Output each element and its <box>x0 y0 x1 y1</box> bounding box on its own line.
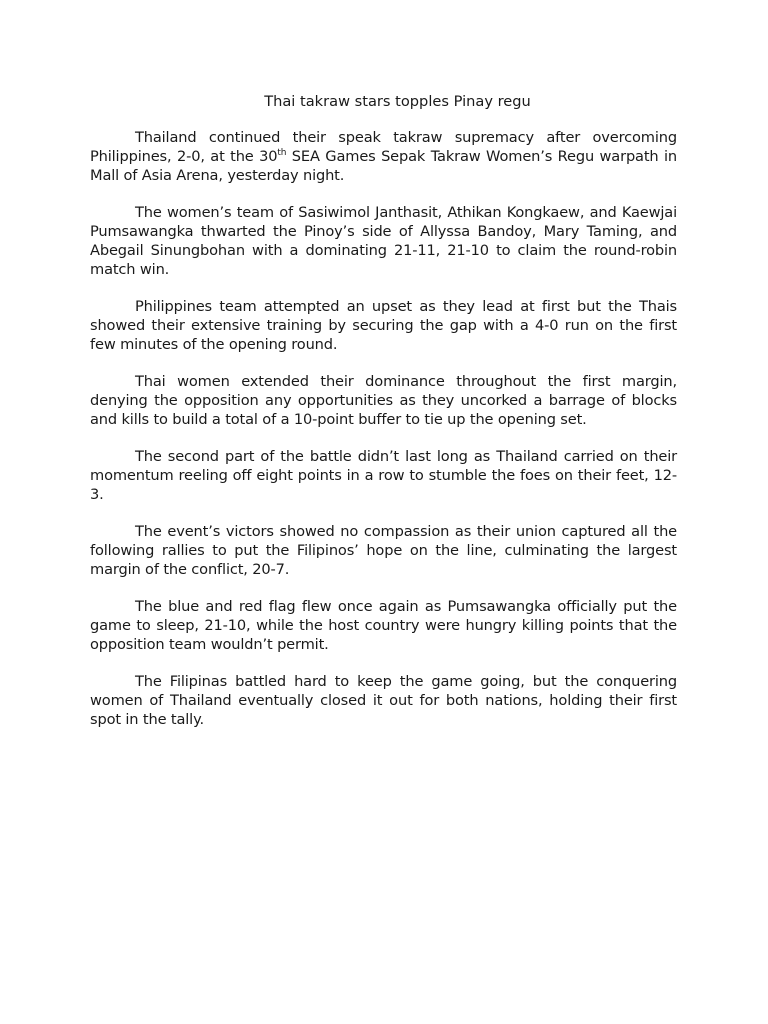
paragraph-1-text-before: Thailand continued their speak takraw supremacy after overcoming Philippines, 2-0, at the 30 <box>90 129 677 165</box>
article-title: Thai takraw stars topples Pinay regu <box>264 93 531 110</box>
paragraph-2: The women’s team of Sasiwimol Janthasit, Athikan Kongkaew, and Kaewjai Pumsawangka thwarted the Pinoy’s side of Allyssa Bandoy, Mary Taming, and Abegail Sinungbohan with a dominating 21-11, 21-10 to claim the round-robin match win. <box>90 204 677 278</box>
paragraph-5: The second part of the battle didn’t last long as Thailand carried on their momentum reeling off eight points in a row to stumble the foes on their feet, 12-3. <box>90 448 677 503</box>
paragraph-4: Thai women extended their dominance throughout the first margin, denying the opposition any opportunities as they uncorked a barrage of blocks and kills to build a total of a 10-point buffer to tie up the opening set. <box>90 373 677 428</box>
paragraph-7: The blue and red flag flew once again as Pumsawangka officially put the game to sleep, 21-10, while the host country were hungry killing points that the opposition team wouldn’t permit. <box>90 598 677 653</box>
paragraph-3: Philippines team attempted an upset as they lead at first but the Thais showed their extensive training by securing the gap with a 4-0 run on the first few minutes of the opening round. <box>90 298 677 353</box>
paragraph-8: The Filipinas battled hard to keep the game going, but the conquering women of Thailand eventually closed it out for both nations, holding their first spot in the tally. <box>90 673 677 728</box>
ordinal-suffix: th <box>277 148 287 159</box>
paragraph-6: The event’s victors showed no compassion as their union captured all the following rallies to put the Filipinos’ hope on the line, culminating the largest margin of the conflict, 20-7. <box>90 523 677 578</box>
document-page <box>90 92 677 747</box>
paragraph-1-text-after: SEA Games Sepak Takraw Women’s Regu warpath in Mall of Asia Arena, yesterday night. <box>90 148 677 184</box>
paragraph-1 <box>90 128 677 185</box>
